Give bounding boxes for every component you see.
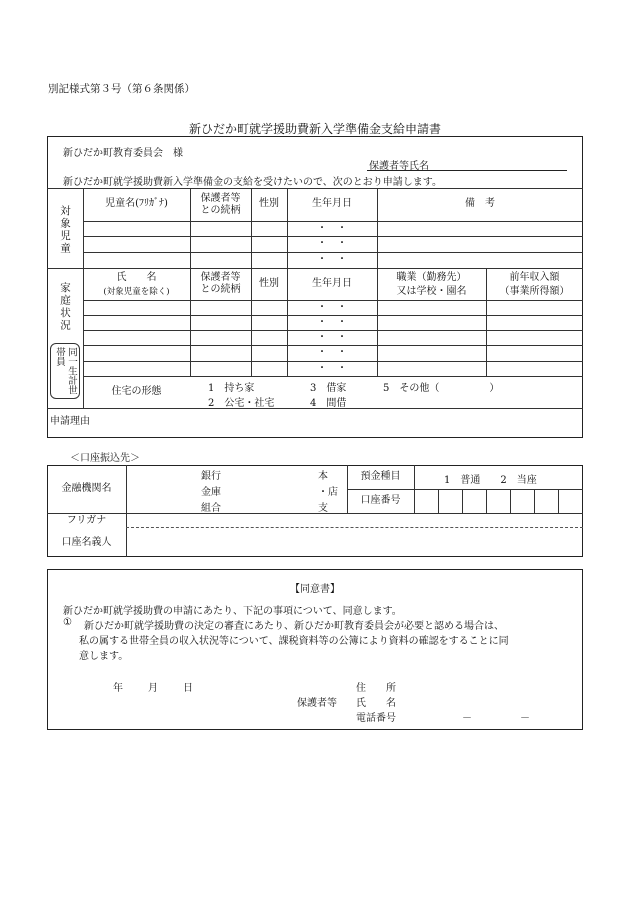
child-birth-header: 生年月日 xyxy=(312,198,352,209)
family-name-subheader: (対象児童を除く) xyxy=(103,287,170,297)
housing-option-4[interactable]: 4 間借 xyxy=(310,398,347,409)
guardian-name-field[interactable] xyxy=(367,170,567,171)
guardian-name-label: 保護者等氏名 xyxy=(369,161,429,172)
consent-heading: 【同意書】 xyxy=(290,584,340,595)
housing-option-3[interactable]: 3 借家 xyxy=(310,383,347,394)
housing-option-2[interactable]: 2 公宅・社宅 xyxy=(208,398,275,409)
family-birth-cell[interactable]: ・ ・ xyxy=(317,317,347,328)
housing-option-1[interactable]: 1 持ち家 xyxy=(208,383,255,394)
date-day-label: 日 xyxy=(183,683,193,694)
child-sex-header: 性別 xyxy=(259,198,279,209)
deposit-type-label: 預金種目 xyxy=(360,471,401,482)
household-label: 同一生計世帯員 xyxy=(54,347,77,395)
branch-store[interactable]: ・店 xyxy=(318,487,338,498)
bank-type-bank[interactable]: 銀行 xyxy=(201,471,221,482)
consent-item-line-2: 私の属する世帯全員の収入状況等について、課税資料等の公簿により資料の確認をすることに同 xyxy=(79,636,509,647)
deposit-options[interactable]: 1 普通 2 当座 xyxy=(444,475,537,486)
consent-item-line-3: 意します。 xyxy=(79,651,129,662)
housing-label: 住宅の形態 xyxy=(111,386,162,397)
consent-guardian-label: 保護者等 xyxy=(297,698,337,709)
child-birth-cell[interactable]: ・ ・ xyxy=(317,254,347,265)
family-income-header-1: 前年収入額 xyxy=(509,272,560,283)
family-job-header-1: 職業（勤務先） xyxy=(396,272,467,283)
addressee: 新ひだか町教育委員会 様 xyxy=(63,148,183,159)
date-year-label: 年 xyxy=(113,683,123,694)
branch-sub[interactable]: 支 xyxy=(318,503,328,514)
family-birth-cell[interactable]: ・ ・ xyxy=(317,332,347,343)
child-side-label: 対象児童 xyxy=(59,205,71,255)
phone-separator-2: － xyxy=(520,713,530,724)
child-relation-header: 保護者等 との続柄 xyxy=(200,193,241,216)
family-birth-cell[interactable]: ・ ・ xyxy=(317,347,347,358)
family-name-header: 氏 名 xyxy=(116,272,157,283)
child-note-header: 備 考 xyxy=(465,198,495,209)
housing-option-5[interactable]: 5 その他（ ） xyxy=(383,383,500,394)
family-job-header-2: 又は学校・園名 xyxy=(396,286,467,297)
form-number: 別記様式第３号（第６条関係） xyxy=(48,83,195,95)
family-birth-header: 生年月日 xyxy=(312,278,352,289)
child-birth-cell[interactable]: ・ ・ xyxy=(317,238,347,249)
branch-main[interactable]: 本 xyxy=(318,471,328,482)
consent-phone-label: 電話番号 xyxy=(356,713,396,724)
account-number-label: 口座番号 xyxy=(360,495,401,506)
intro-text: 新ひだか町就学援助費新入学準備金の支給を受けたいので、次のとおり申請します。 xyxy=(63,177,442,188)
bank-heading: ＜口座振込先＞ xyxy=(70,453,140,464)
family-side-label: 家庭状況 xyxy=(59,282,71,332)
consent-name-label: 氏 名 xyxy=(356,698,396,709)
consent-item-number: ① xyxy=(63,617,72,628)
reason-label: 申請理由 xyxy=(50,416,90,427)
child-birth-cell[interactable]: ・ ・ xyxy=(317,223,347,234)
consent-item-line-1: 新ひだか町就学援助費の決定の審査にあたり、新ひだか町教育委員会が必要と認める場合は、 xyxy=(84,621,504,632)
consent-line-1: 新ひだか町就学援助費の申請にあたり、下記の事項について、同意します。 xyxy=(63,606,402,617)
bank-type-shinkin[interactable]: 金庫 xyxy=(201,487,221,498)
institution-label: 金融機関名 xyxy=(61,483,112,494)
family-income-header-2: （事業所得額） xyxy=(499,286,570,297)
family-relation-header: 保護者等 との続柄 xyxy=(200,272,241,295)
phone-separator-1: － xyxy=(462,713,472,724)
child-name-header: 児童名(ﾌﾘｶﾞﾅ) xyxy=(105,198,168,209)
family-birth-cell[interactable]: ・ ・ xyxy=(317,363,347,374)
bank-type-kumiai[interactable]: 組合 xyxy=(201,503,221,514)
family-birth-cell[interactable]: ・ ・ xyxy=(317,302,347,313)
date-month-label: 月 xyxy=(148,683,158,694)
family-sex-header: 性別 xyxy=(259,278,279,289)
consent-address-label: 住 所 xyxy=(356,683,396,694)
furigana-label: フリガナ xyxy=(66,515,107,526)
form-title: 新ひだか町就学援助費新入学準備金支給申請書 xyxy=(188,122,441,136)
account-holder-label: 口座名義人 xyxy=(61,537,112,548)
